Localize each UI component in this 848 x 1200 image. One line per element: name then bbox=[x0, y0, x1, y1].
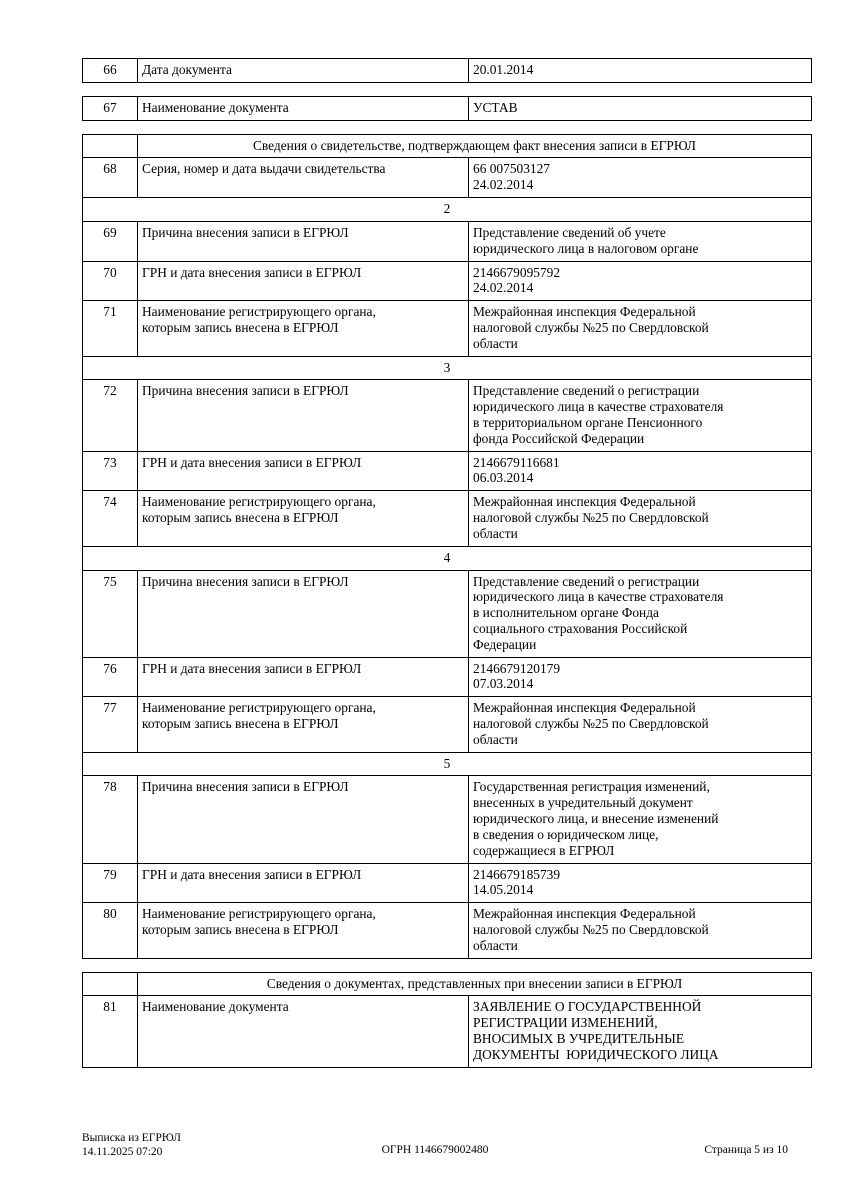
row-label bbox=[138, 776, 469, 863]
footer-datetime: 14.11.2025 07:20 bbox=[82, 1146, 163, 1159]
footer-document-title: Выписка из ЕГРЮЛ bbox=[82, 1132, 181, 1144]
row-value-line: 2146679185739 bbox=[473, 866, 561, 882]
row-value-line: Федерации bbox=[473, 636, 537, 652]
table-row bbox=[83, 570, 812, 657]
row-value-line: 07.03.2014 bbox=[473, 676, 534, 692]
row-number: 78 bbox=[83, 776, 138, 863]
row-value bbox=[469, 96, 812, 120]
row-label-line: Причина внесения записи в ЕГРЮЛ bbox=[142, 573, 349, 589]
table-body bbox=[83, 59, 812, 1068]
row-value-line: социального страхования Российской bbox=[473, 620, 688, 636]
row-label-line: Дата документа bbox=[142, 62, 232, 77]
row-value-line: 14.05.2014 bbox=[473, 882, 534, 898]
row-value-line: области bbox=[473, 525, 518, 541]
row-value-line: области bbox=[473, 937, 518, 953]
row-label bbox=[138, 903, 469, 958]
row-value-line: в исполнительном органе Фонда bbox=[473, 605, 659, 621]
row-label bbox=[138, 451, 469, 491]
table-section-title: Сведения о документах, представленных при внесении записи в ЕГРЮЛ bbox=[138, 972, 812, 996]
table-row bbox=[83, 301, 812, 356]
row-value-line: Представление сведений о регистрации bbox=[473, 383, 700, 399]
row-value bbox=[469, 158, 812, 198]
row-number: 71 bbox=[83, 301, 138, 356]
row-value-line: юридического лица в качестве страхователя bbox=[473, 589, 724, 605]
table-row bbox=[83, 996, 812, 1067]
row-number: 80 bbox=[83, 903, 138, 958]
row-value-line: Межрайонная инспекция Федеральной bbox=[473, 906, 696, 922]
row-value-line: области bbox=[473, 731, 518, 747]
row-value-line: Государственная регистрация изменений, bbox=[473, 779, 710, 795]
row-value-line: юридического лица в налоговом органе bbox=[473, 240, 699, 256]
row-label-line: Наименование регистрирующего органа, bbox=[142, 304, 376, 320]
row-value bbox=[469, 59, 812, 83]
row-value-line: Межрайонная инспекция Федеральной bbox=[473, 700, 696, 716]
row-number: 76 bbox=[83, 657, 138, 697]
row-value-line: ДОКУМЕНТЫ ЮРИДИЧЕСКОГО ЛИЦА bbox=[473, 1046, 719, 1062]
footer-page-number: Страница 5 из 10 bbox=[704, 1144, 788, 1156]
table-row bbox=[83, 158, 812, 198]
row-label-line: Наименование документа bbox=[142, 999, 289, 1015]
row-label-line: Наименование регистрирующего органа, bbox=[142, 700, 376, 716]
row-number: 70 bbox=[83, 261, 138, 301]
row-value-line: 20.01.2014 bbox=[473, 62, 534, 77]
row-value-line: 24.02.2014 bbox=[473, 177, 534, 193]
row-label-line: которым запись внесена в ЕГРЮЛ bbox=[142, 510, 339, 526]
table-group-title: 2 bbox=[83, 198, 812, 222]
row-value-line: Межрайонная инспекция Федеральной bbox=[473, 304, 696, 320]
row-value-line: фонда Российской Федерации bbox=[473, 430, 645, 446]
row-value-line: РЕГИСТРАЦИИ ИЗМЕНЕНИЙ, bbox=[473, 1015, 658, 1031]
row-value-line: внесенных в учредительный документ bbox=[473, 795, 693, 811]
row-label-line: Серия, номер и дата выдачи свидетельства bbox=[142, 161, 386, 177]
egrul-records-table bbox=[82, 58, 812, 1068]
table-group-row bbox=[83, 752, 812, 776]
table-section-row bbox=[83, 134, 812, 158]
row-value-line: Представление сведений об учете bbox=[473, 224, 666, 240]
row-number: 72 bbox=[83, 380, 138, 451]
row-value-line: 06.03.2014 bbox=[473, 470, 534, 486]
row-number: 68 bbox=[83, 158, 138, 198]
row-number: 81 bbox=[83, 996, 138, 1067]
row-number: 67 bbox=[83, 96, 138, 120]
table-section-row bbox=[83, 972, 812, 996]
table-group-row bbox=[83, 356, 812, 380]
table-section-title: Сведения о свидетельстве, подтверждающем факт внесения записи в ЕГРЮЛ bbox=[138, 134, 812, 158]
row-label bbox=[138, 380, 469, 451]
row-value-line: юридического лица, и внесение изменений bbox=[473, 811, 719, 827]
row-value-line: Межрайонная инспекция Федеральной bbox=[473, 494, 696, 510]
row-value-line: области bbox=[473, 335, 518, 351]
table-group-title: 4 bbox=[83, 546, 812, 570]
row-label bbox=[138, 301, 469, 356]
table-spacer-row bbox=[83, 82, 812, 96]
table-row bbox=[83, 380, 812, 451]
table-row bbox=[83, 59, 812, 83]
table-row bbox=[83, 261, 812, 301]
row-label-line: которым запись внесена в ЕГРЮЛ bbox=[142, 921, 339, 937]
row-value bbox=[469, 380, 812, 451]
row-value bbox=[469, 996, 812, 1067]
row-label-line: Наименование регистрирующего органа, bbox=[142, 906, 376, 922]
table-row bbox=[83, 491, 812, 546]
document-body bbox=[82, 58, 788, 1068]
table-spacer-row bbox=[83, 120, 812, 134]
table-spacer-cell bbox=[83, 958, 812, 972]
table-row bbox=[83, 697, 812, 752]
row-value bbox=[469, 903, 812, 958]
row-label bbox=[138, 96, 469, 120]
row-label-line: Причина внесения записи в ЕГРЮЛ bbox=[142, 383, 349, 399]
row-label-line: Наименование регистрирующего органа, bbox=[142, 494, 376, 510]
row-value bbox=[469, 261, 812, 301]
row-value bbox=[469, 697, 812, 752]
row-label bbox=[138, 59, 469, 83]
row-value bbox=[469, 776, 812, 863]
table-group-row bbox=[83, 198, 812, 222]
table-group-row bbox=[83, 546, 812, 570]
row-value-line: 2146679116681 bbox=[473, 454, 560, 470]
row-number: 77 bbox=[83, 697, 138, 752]
table-spacer-cell bbox=[83, 82, 812, 96]
row-label-line: ГРН и дата внесения записи в ЕГРЮЛ bbox=[142, 264, 362, 280]
row-value-line: в сведения о юридическом лице, bbox=[473, 826, 659, 842]
row-number: 75 bbox=[83, 570, 138, 657]
row-number: 69 bbox=[83, 221, 138, 261]
footer-ogrn: ОГРН 1146679002480 bbox=[381, 1144, 489, 1156]
row-number: 66 bbox=[83, 59, 138, 83]
row-value-line: налоговой службы №25 по Свердловской bbox=[473, 716, 709, 731]
row-value-line: 2146679095792 bbox=[473, 264, 561, 280]
row-value-line: 66 007503127 bbox=[473, 161, 550, 177]
row-value-line: налоговой службы №25 по Свердловской bbox=[473, 921, 709, 937]
row-value bbox=[469, 657, 812, 697]
row-label bbox=[138, 863, 469, 903]
row-label bbox=[138, 158, 469, 198]
table-group-title: 3 bbox=[83, 356, 812, 380]
row-value-line: юридического лица в качестве страхователя bbox=[473, 399, 724, 415]
row-label bbox=[138, 570, 469, 657]
table-section-number-cell bbox=[83, 972, 138, 996]
row-value-line: в территориальном органе Пенсионного bbox=[473, 415, 703, 430]
table-row bbox=[83, 903, 812, 958]
row-number: 74 bbox=[83, 491, 138, 546]
row-label bbox=[138, 657, 469, 697]
row-value-line: налоговой службы №25 по Свердловской bbox=[473, 510, 709, 526]
row-label-line: Наименование документа bbox=[142, 99, 289, 115]
row-number: 73 bbox=[83, 451, 138, 491]
row-value-line: налоговой службы №25 по Свердловской bbox=[473, 319, 709, 335]
row-label bbox=[138, 697, 469, 752]
table-group-title: 5 bbox=[83, 752, 812, 776]
row-label-line: которым запись внесена в ЕГРЮЛ bbox=[142, 716, 339, 731]
row-value bbox=[469, 221, 812, 261]
table-section-number-cell bbox=[83, 134, 138, 158]
row-value-line: УСТАВ bbox=[473, 99, 518, 115]
table-spacer-row bbox=[83, 958, 812, 972]
table-row bbox=[83, 221, 812, 261]
table-row bbox=[83, 96, 812, 120]
row-label bbox=[138, 491, 469, 546]
row-value bbox=[469, 301, 812, 356]
row-value-line: содержащиеся в ЕГРЮЛ bbox=[473, 842, 615, 858]
row-number: 79 bbox=[83, 863, 138, 903]
row-value bbox=[469, 863, 812, 903]
table-row bbox=[83, 863, 812, 903]
row-value bbox=[469, 451, 812, 491]
row-value bbox=[469, 491, 812, 546]
row-label-line: ГРН и дата внесения записи в ЕГРЮЛ bbox=[142, 454, 362, 470]
table-spacer-cell bbox=[83, 120, 812, 134]
row-label-line: Причина внесения записи в ЕГРЮЛ bbox=[142, 224, 349, 240]
table-row bbox=[83, 451, 812, 491]
table-row bbox=[83, 657, 812, 697]
row-label bbox=[138, 996, 469, 1067]
row-value-line: ВНОСИМЫХ В УЧРЕДИТЕЛЬНЫЕ bbox=[473, 1031, 685, 1046]
row-value-line: 24.02.2014 bbox=[473, 280, 534, 296]
row-label bbox=[138, 221, 469, 261]
row-label-line: ГРН и дата внесения записи в ЕГРЮЛ bbox=[142, 866, 362, 882]
row-label-line: которым запись внесена в ЕГРЮЛ bbox=[142, 319, 339, 335]
table-row bbox=[83, 776, 812, 863]
row-label-line: Причина внесения записи в ЕГРЮЛ bbox=[142, 779, 349, 795]
row-value bbox=[469, 570, 812, 657]
row-value-line: 2146679120179 bbox=[473, 660, 561, 676]
row-value-line: Представление сведений о регистрации bbox=[473, 573, 700, 589]
row-label bbox=[138, 261, 469, 301]
row-label-line: ГРН и дата внесения записи в ЕГРЮЛ bbox=[142, 660, 362, 676]
row-value-line: ЗАЯВЛЕНИЕ О ГОСУДАРСТВЕННОЙ bbox=[473, 999, 702, 1015]
